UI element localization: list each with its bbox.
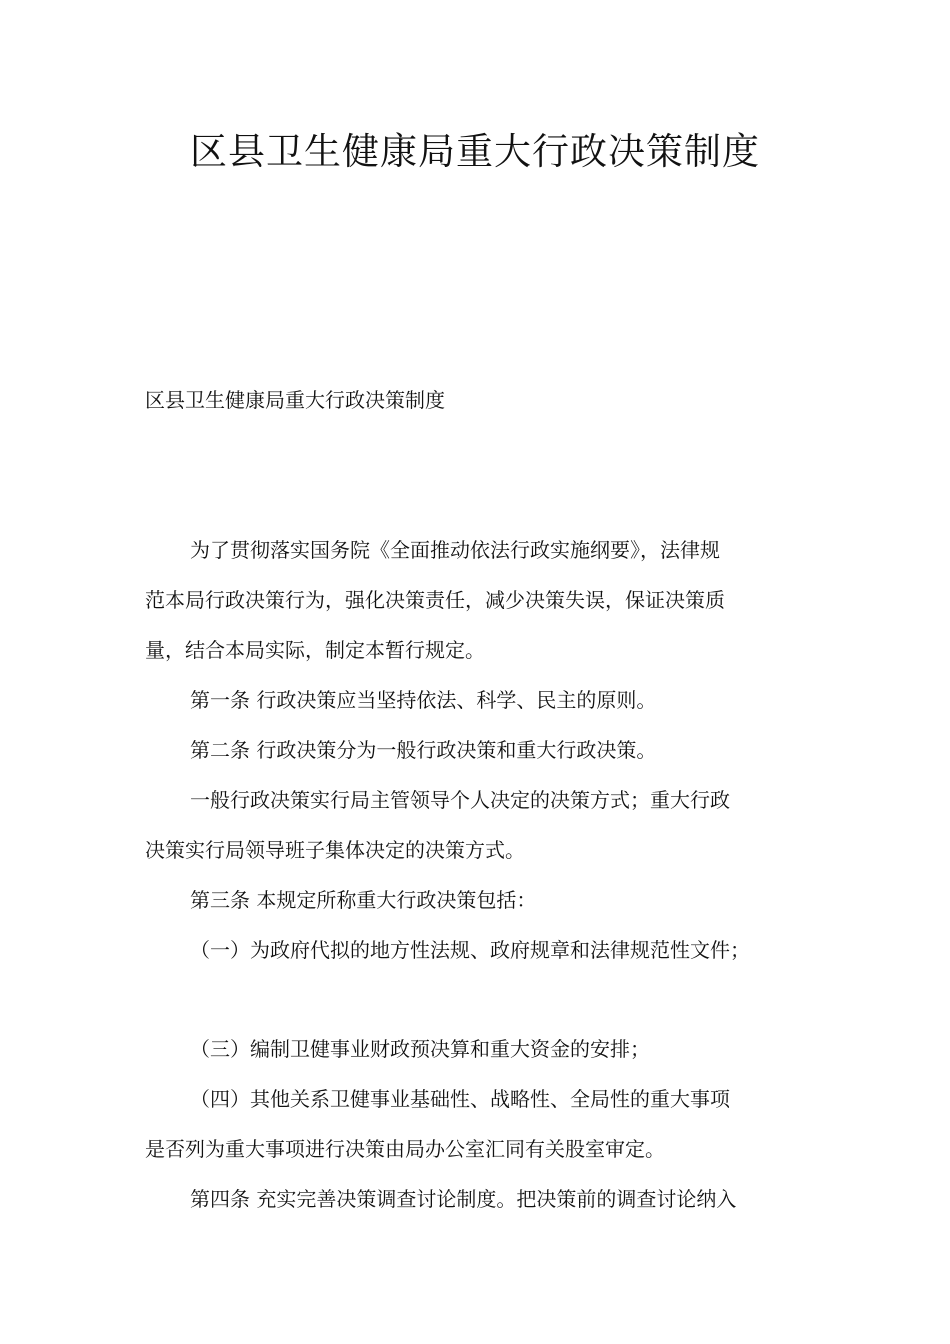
paragraph-line: 决策实行局领导班子集体决定的决策方式。 [145, 838, 525, 862]
paragraph-line: 是否列为重大事项进行决策由局办公室汇同有关股室审定。 [145, 1137, 665, 1161]
article-line: 第四条 充实完善决策调查讨论制度。把决策前的调查讨论纳入 [190, 1187, 737, 1211]
document-subtitle: 区县卫生健康局重大行政决策制度 [145, 388, 445, 412]
list-item-line: （一）为政府代拟的地方性法规、政府规章和法律规范性文件； [190, 938, 750, 962]
paragraph-line: 一般行政决策实行局主管领导个人决定的决策方式；重大行政 [190, 788, 730, 812]
list-item-line: （三）编制卫健事业财政预决算和重大资金的安排； [190, 1037, 650, 1061]
paragraph-line: 为了贯彻落实国务院《全面推动依法行政实施纲要》，法律规 [190, 538, 720, 562]
paragraph-line: 范本局行政决策行为，强化决策责任，减少决策失误，保证决策质 [145, 588, 725, 612]
article-line: 第一条 行政决策应当坚持依法、科学、民主的原则。 [190, 688, 657, 712]
list-item-line: （四）其他关系卫健事业基础性、战略性、全局性的重大事项 [190, 1087, 730, 1111]
article-line: 第二条 行政决策分为一般行政决策和重大行政决策。 [190, 738, 657, 762]
paragraph-line: 量，结合本局实际，制定本暂行规定。 [145, 638, 485, 662]
document-title: 区县卫生健康局重大行政决策制度 [190, 130, 760, 173]
article-line: 第三条 本规定所称重大行政决策包括： [190, 888, 537, 912]
